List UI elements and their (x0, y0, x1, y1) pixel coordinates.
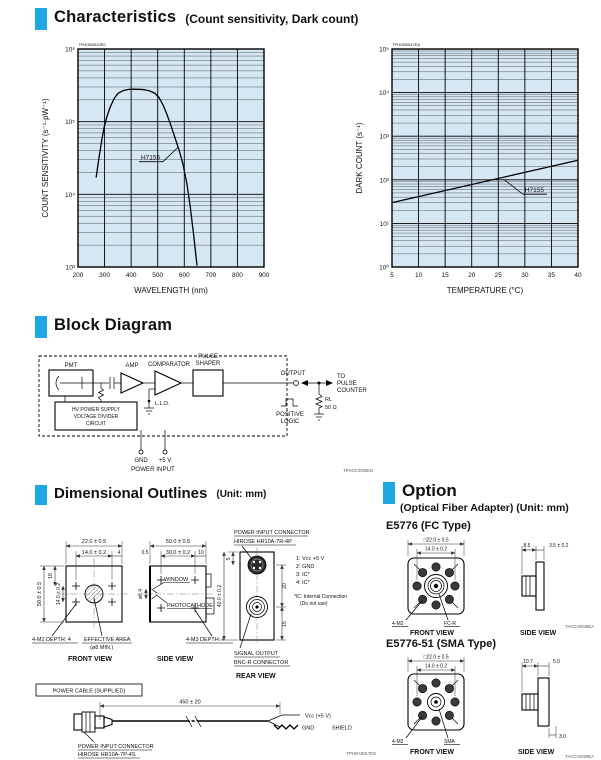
svg-text:18: 18 (48, 573, 54, 579)
count-sensitivity-chart (38, 36, 278, 304)
sma-front-view (392, 655, 464, 757)
svg-text:14.0 ± 0.2: 14.0 ± 0.2 (424, 663, 448, 670)
plot-area (392, 49, 578, 267)
x-tick-label: 30 (521, 272, 529, 279)
plot-area (78, 49, 264, 267)
x-tick-label: 200 (72, 272, 84, 279)
svg-text:15: 15 (282, 621, 288, 627)
x-tick-label: 900 (258, 272, 270, 279)
figure-code: TPHOB0047EA (392, 42, 421, 47)
svg-text:3.0: 3.0 (559, 734, 566, 740)
svg-text:4-M2: 4-M2 (392, 739, 404, 745)
x-tick-label: 5 (390, 272, 394, 279)
svg-text:50.0 ± 0.5: 50.0 ± 0.5 (37, 581, 43, 607)
section-title: Characteristics (54, 8, 177, 26)
svg-text:10: 10 (198, 550, 204, 556)
fc-front-view (392, 538, 464, 638)
svg-text:CIRCUIT: CIRCUIT (85, 421, 107, 427)
svg-text:1: Vcc +5 V: 1: Vcc +5 V (296, 556, 325, 562)
svg-text:VOLTAGE DIVIDER: VOLTAGE DIVIDER (73, 414, 119, 420)
svg-text:5.0: 5.0 (553, 659, 560, 665)
cable-connector (74, 712, 112, 732)
svg-text:POSITIVE: POSITIVE (276, 412, 304, 418)
svg-text:SIGNAL OUTPUT: SIGNAL OUTPUT (234, 651, 279, 657)
svg-text:REAR VIEW: REAR VIEW (236, 673, 276, 680)
svg-text:50.0 ± 0.5: 50.0 ± 0.5 (165, 539, 191, 545)
option-subtitle: (Optical Fiber Adapter) (Unit: mm) (400, 502, 569, 514)
svg-text:BNC-R CONNECTOR: BNC-R CONNECTOR (234, 660, 289, 666)
svg-text:14.0 ± 0.2: 14.0 ± 0.2 (81, 550, 107, 556)
power-input-leads (131, 430, 175, 473)
svg-text:POWER INPUT CONNECTOR: POWER INPUT CONNECTOR (78, 744, 154, 750)
ground-icon (144, 408, 154, 414)
svg-text:ø8.4: ø8.4 (138, 588, 144, 600)
svg-text:PHOTOCATHODE: PHOTOCATHODE (167, 603, 213, 609)
section-unit: (Unit: mm) (216, 489, 267, 500)
sma-adapter-drawing (386, 654, 598, 759)
pmt-block (49, 363, 93, 396)
svg-text:30.0 ± 0.2: 30.0 ± 0.2 (165, 550, 191, 556)
svg-text:□22.0 ± 0.5: □22.0 ± 0.5 (423, 537, 449, 544)
x-tick-label: 35 (547, 272, 556, 279)
figure-code: TPHOA0017ED (346, 751, 376, 756)
section-marker (35, 485, 47, 505)
svg-text:GND: GND (134, 458, 148, 464)
fc-side-view (520, 543, 594, 637)
fc-adapter-heading: E5776 (FC Type) (386, 520, 471, 532)
svg-text:+5 V: +5 V (158, 458, 172, 464)
series-annotation: H7155 (140, 154, 161, 162)
svg-text:SIDE VIEW: SIDE VIEW (520, 630, 557, 637)
output-node (223, 371, 367, 394)
sma-adapter-heading: E5776-51 (SMA Type) (386, 638, 497, 650)
svg-text:RL: RL (325, 397, 333, 403)
svg-text:SIDE VIEW: SIDE VIEW (157, 656, 194, 663)
svg-text:GND: GND (302, 725, 315, 732)
x-tick-label: 700 (205, 272, 217, 279)
svg-text:PULSE: PULSE (337, 381, 357, 387)
y-tick-label: 10³ (379, 133, 389, 141)
y-tick-label: 10⁴ (378, 90, 389, 98)
svg-text:450 ± 20: 450 ± 20 (179, 699, 201, 706)
power-cable (36, 684, 376, 758)
section-marker (35, 8, 47, 30)
svg-text:4-M2 DEPTH: 4: 4-M2 DEPTH: 4 (32, 637, 71, 643)
svg-text:2: GND: 2: GND (296, 564, 315, 570)
svg-text:0.5: 0.5 (141, 550, 149, 556)
load-resistor (314, 383, 337, 420)
svg-text:PULSE: PULSE (198, 354, 218, 360)
x-tick-label: 40 (574, 272, 582, 279)
svg-text:40.0 ± 0.2: 40.0 ± 0.2 (217, 584, 223, 608)
pulse-icon (281, 399, 298, 406)
x-tick-label: 600 (178, 272, 190, 279)
svg-text:POWER INPUT: POWER INPUT (131, 466, 175, 473)
y-tick-label: 10³ (65, 264, 75, 272)
figure-code: TACCA0239EA (565, 754, 594, 759)
svg-text:OUTPUT: OUTPUT (280, 371, 306, 377)
svg-text:SMA: SMA (444, 739, 455, 745)
y-tick-label: 10¹ (379, 220, 389, 228)
characteristics-header (35, 8, 358, 30)
svg-text:4: IC*: 4: IC* (296, 580, 310, 586)
figure-code: TPHOC0036ED (343, 468, 373, 473)
svg-text:□22.0 ± 0.5: □22.0 ± 0.5 (423, 654, 449, 661)
svg-text:FRONT VIEW: FRONT VIEW (410, 630, 454, 637)
svg-text:FRONT VIEW: FRONT VIEW (410, 749, 454, 756)
svg-text:POWER INPUT CONNECTOR: POWER INPUT CONNECTOR (234, 530, 310, 536)
y-axis-label: DARK COUNT (s⁻¹) (355, 122, 364, 194)
positive-logic (276, 399, 304, 425)
svg-text:WINDOW: WINDOW (164, 577, 189, 583)
block-diagram (35, 344, 375, 476)
svg-text:AMP: AMP (125, 363, 139, 369)
effective-area-circle (85, 585, 103, 603)
svg-text:8.5: 8.5 (523, 543, 531, 549)
svg-text:5: 5 (226, 557, 232, 561)
figure-code: TACCA0046EA (565, 624, 594, 629)
svg-text:(ø8 MIN.): (ø8 MIN.) (90, 645, 114, 651)
y-tick-label: 10⁵ (65, 119, 75, 127)
y-tick-label: 10² (379, 177, 389, 185)
x-axis-label: TEMPERATURE (°C) (446, 286, 524, 295)
y-tick-label: 10⁰ (379, 264, 389, 272)
rear-view (217, 530, 347, 680)
dimensional-outlines (30, 508, 382, 760)
pin-assignment (294, 556, 347, 607)
svg-text:SIDE VIEW: SIDE VIEW (518, 749, 555, 756)
x-tick-label: 500 (152, 272, 164, 279)
section-marker (383, 482, 395, 504)
x-axis-label: WAVELENGTH (nm) (134, 286, 208, 295)
svg-text:10.7: 10.7 (523, 659, 533, 665)
front-view (32, 539, 132, 663)
x-tick-label: 800 (231, 272, 243, 279)
svg-text:PMT: PMT (64, 363, 78, 369)
svg-text:HIROSE HR10A-7P-4S: HIROSE HR10A-7P-4S (78, 752, 136, 758)
svg-text:4-M2: 4-M2 (392, 621, 404, 627)
fc-adapter-drawing (386, 536, 598, 636)
svg-text:SHIELD: SHIELD (332, 725, 352, 732)
svg-text:LOGIC: LOGIC (280, 419, 300, 425)
svg-text:22.0 ± 0.5: 22.0 ± 0.5 (81, 539, 107, 545)
svg-text:50 Ω: 50 Ω (325, 405, 337, 411)
svg-text:POWER CABLE (SUPPLIED): POWER CABLE (SUPPLIED) (52, 688, 126, 695)
dark-count-chart (352, 36, 592, 304)
section-title: Option (402, 481, 457, 500)
y-axis-label: COUNT SENSITIVITY (s⁻¹·pW⁻¹) (41, 98, 50, 218)
x-tick-label: 25 (494, 272, 502, 279)
y-tick-label: 10⁴ (64, 191, 75, 199)
svg-text:4: 4 (117, 550, 121, 556)
y-tick-label: 10⁵ (379, 46, 389, 54)
svg-text:Vcc (+5 V): Vcc (+5 V) (305, 713, 331, 720)
lld-label: L.L.D. (155, 401, 170, 407)
svg-text:*IC: Internal Connection: *IC: Internal Connection (294, 594, 348, 600)
section-title: Block Diagram (54, 316, 173, 334)
svg-text:EFFECTIVE AREA: EFFECTIVE AREA (84, 637, 131, 643)
hv-supply-block (55, 383, 137, 430)
x-tick-label: 400 (125, 272, 137, 279)
svg-text:SHAPER: SHAPER (195, 361, 221, 367)
svg-text:COUNTER: COUNTER (337, 388, 367, 394)
svg-text:COMPARATOR: COMPARATOR (147, 362, 191, 368)
svg-text:3.5 ± 0.2: 3.5 ± 0.2 (549, 543, 569, 549)
x-tick-label: 15 (441, 272, 449, 279)
amp-block (121, 363, 143, 393)
section-title: Dimensional Outlines (54, 485, 208, 502)
x-tick-label: 20 (468, 272, 476, 279)
block-diagram-header (35, 316, 172, 338)
svg-text:3: IC*: 3: IC* (296, 572, 310, 578)
x-tick-label: 10 (414, 272, 423, 279)
svg-text:HV POWER SUPPLY: HV POWER SUPPLY (72, 407, 120, 413)
svg-text:(Do not use): (Do not use) (300, 601, 328, 607)
figure-code: TPHOB0010EC (78, 42, 107, 47)
svg-text:14.0 ± 0.2: 14.0 ± 0.2 (424, 546, 448, 553)
svg-text:4-M3 DEPTH: 4: 4-M3 DEPTH: 4 (186, 637, 225, 643)
pulse-shaper-block (193, 354, 223, 396)
svg-text:FC-R: FC-R (444, 621, 456, 627)
section-subtitle: (Count sensitivity, Dark count) (185, 12, 359, 26)
option-header (383, 482, 457, 504)
svg-text:TO: TO (337, 374, 346, 380)
section-marker (35, 316, 47, 338)
svg-text:20: 20 (282, 583, 288, 589)
x-tick-label: 300 (99, 272, 111, 279)
y-tick-label: 10⁶ (65, 46, 75, 54)
bnc-connector (247, 597, 268, 618)
svg-text:FRONT VIEW: FRONT VIEW (68, 656, 112, 663)
series-annotation: H7155 (524, 187, 545, 195)
comparator-block (144, 362, 191, 414)
svg-text:HIROSE HR10A-7R-4P: HIROSE HR10A-7R-4P (234, 539, 292, 545)
sma-side-view (518, 659, 594, 759)
power-connector (248, 556, 266, 574)
svg-text:14.0 ± 0.2: 14.0 ± 0.2 (56, 582, 62, 606)
dimensional-header (35, 485, 266, 505)
